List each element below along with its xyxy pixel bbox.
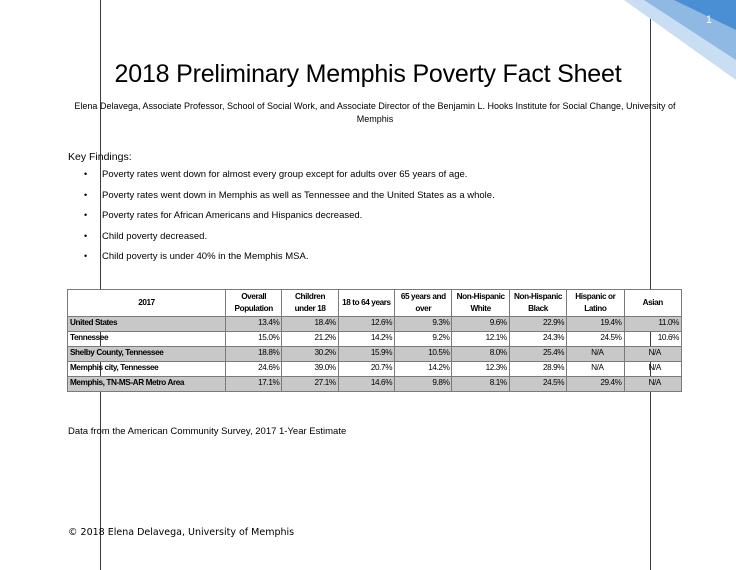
- table-row: [68, 362, 682, 377]
- cell: 18.8%: [226, 347, 282, 362]
- cell: 12.1%: [452, 332, 509, 347]
- cell: 14.6%: [338, 377, 394, 392]
- finding-text: Child poverty is under 40% in the Memphis MSA.: [102, 251, 309, 262]
- cell: 27.1%: [282, 377, 338, 392]
- bullet-icon: •: [84, 189, 88, 200]
- cell: 9.2%: [395, 332, 452, 347]
- cell: N/A: [624, 377, 681, 392]
- cell: 9.3%: [395, 317, 452, 332]
- source-note: Data from the American Community Survey, 2017 1-Year Estimate: [68, 426, 347, 437]
- page-number: 1: [705, 14, 712, 26]
- cell: 9.6%: [452, 317, 509, 332]
- table-row: [68, 347, 682, 362]
- page-title: 2018 Preliminary Memphis Poverty Fact Sheet: [114, 60, 622, 88]
- cell: 14.2%: [395, 362, 452, 377]
- cell: 24.3%: [509, 332, 566, 347]
- col-header-black: Non-Hispanic Black: [509, 290, 566, 317]
- cell: 15.0%: [226, 332, 282, 347]
- cell: 12.3%: [452, 362, 509, 377]
- row-label: Memphis, TN-MS-AR Metro Area: [68, 377, 226, 392]
- cell: 12.6%: [338, 317, 394, 332]
- cell: 29.4%: [567, 377, 624, 392]
- col-header-white: Non-Hispanic White: [452, 290, 509, 317]
- cell: N/A: [624, 347, 681, 362]
- finding-item: [84, 168, 495, 189]
- cell: 13.4%: [226, 317, 282, 332]
- cell: 19.4%: [567, 317, 624, 332]
- cell: 8.0%: [452, 347, 509, 362]
- finding-text: Poverty rates for African Americans and Hispanics decreased.: [102, 210, 363, 221]
- copyright: © 2018 Elena Delavega, University of Memphis: [68, 527, 295, 538]
- finding-item: [84, 209, 495, 230]
- col-header-overall: Overall Population: [226, 290, 282, 317]
- cell: 18.4%: [282, 317, 338, 332]
- finding-text: Child poverty decreased.: [102, 230, 208, 242]
- cell: 10.6%: [624, 332, 681, 347]
- col-header-year: 2017: [68, 290, 226, 317]
- finding-item: [84, 189, 495, 210]
- row-label: United States: [68, 317, 226, 332]
- bullet-icon: •: [84, 251, 88, 261]
- finding-item: [84, 230, 495, 251]
- cell: 17.1%: [226, 377, 282, 392]
- cell: N/A: [624, 362, 681, 377]
- cell: 28.9%: [509, 362, 566, 377]
- findings-heading: Key Findings:: [68, 151, 132, 163]
- row-label: Shelby County, Tennessee: [68, 347, 226, 362]
- finding-text: Poverty rates went down in Memphis as well as Tennessee and the United States as a whole.: [102, 189, 495, 201]
- cell: 24.5%: [509, 377, 566, 392]
- author-line: Elena Delavega, Associate Professor, School of Social Work, and Associate Director of the Benjamin L. Hooks Institute for Social Change, University of Memphis: [74, 101, 676, 124]
- col-header-children: Children under 18: [282, 290, 338, 317]
- cell: 10.5%: [395, 347, 452, 362]
- cell: N/A: [567, 362, 624, 377]
- cell: N/A: [567, 347, 624, 362]
- cell: 24.6%: [226, 362, 282, 377]
- cell: 24.5%: [567, 332, 624, 347]
- col-header-hispanic: Hispanic or Latino: [567, 290, 624, 317]
- cell: 8.1%: [452, 377, 509, 392]
- cell: 21.2%: [282, 332, 338, 347]
- cell: 30.2%: [282, 347, 338, 362]
- cell: 11.0%: [624, 317, 681, 332]
- table-header-row: [68, 290, 682, 317]
- bullet-icon: •: [84, 169, 88, 179]
- col-header-asian: Asian: [624, 290, 681, 317]
- cell: 9.8%: [395, 377, 452, 392]
- table-row: [68, 317, 682, 332]
- finding-item: [84, 250, 495, 271]
- cell: 20.7%: [338, 362, 394, 377]
- findings-list: [84, 168, 495, 271]
- poverty-table: [67, 289, 682, 392]
- cell: 15.9%: [338, 347, 394, 362]
- cell: 25.4%: [509, 347, 566, 362]
- bullet-icon: •: [84, 210, 88, 220]
- cell: 22.9%: [509, 317, 566, 332]
- table-row: [68, 332, 682, 347]
- bullet-icon: •: [84, 230, 88, 241]
- finding-text: Poverty rates went down for almost every group except for adults over 65 years of age.: [102, 169, 468, 180]
- row-label: Tennessee: [68, 332, 226, 347]
- cell: 39.0%: [282, 362, 338, 377]
- col-header-seniors: 65 years and over: [395, 290, 452, 317]
- table-row: [68, 377, 682, 392]
- row-label: Memphis city, Tennessee: [68, 362, 226, 377]
- col-header-adults: 18 to 64 years: [338, 290, 394, 317]
- cell: 14.2%: [338, 332, 394, 347]
